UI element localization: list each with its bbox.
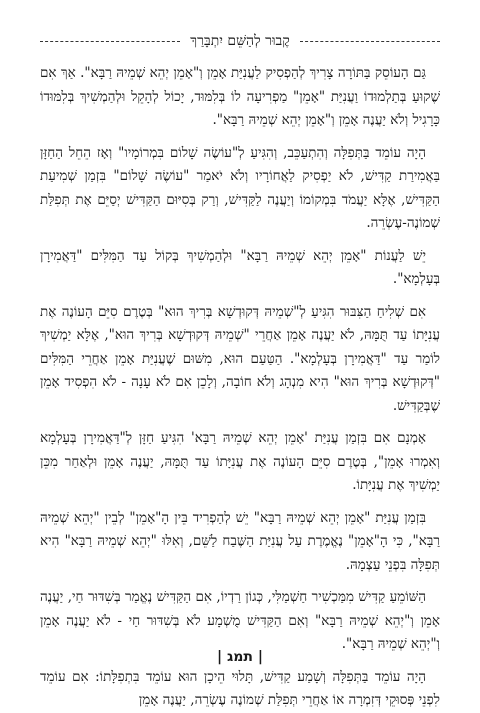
page-body: [40, 62, 440, 713]
header-title: קֶבוּר לְהַשֵּׁם יִתְבָּרַךְ: [190, 32, 290, 49]
paragraph: יֵשׁ לַעֲנוֹת "אָמֵן יְהֵא שְׁמֵיהּ רַבָּא" וּלְהַמְשִׁיךְ בְּקוֹל עַד הַמִּלִּים "דַּאֲמִירָן בְּעָלְמָא".: [40, 247, 440, 287]
paragraph: הַשּׁוֹמֵעַ קַדִּישׁ מִמַּכְשִׁיר חַשְׁמַלִּי, כְּגוֹן רַדְיוֹ, אִם הַקַּדִּישׁ נֶאֱמַר בְּשִׁדּוּר חַי, יַעֲנֶה אָמֵן וְ"יְהֵא שְׁמֵיהּ רַבָּא" וְאִם הַקַּדִּישׁ מֻשְׁמָע לֹא בְּשִׁדּוּר חַי - לֹא יַעֲנֶה אָמֵן וְ"יְהֵא שְׁמֵיהּ רַבָּא".: [40, 589, 440, 652]
header-rule-left: [40, 41, 180, 42]
paragraph: בִּזְמַן עֲנִיַּת "אָמֵן יְהֵא שְׁמֵיהּ רַבָּא" יֵשׁ לְהַפְרִיד בֵּין הָ"אָמֵן" לְבֵין "יְהֵא שְׁמֵיהּ רַבָּא", כִּי הָ"אָמֵן" נֶאֱמֶרֶת עַל עֲנִיַּת הַשֶּׁבַח לַשֵּׁם, וְאִלּוּ "יְהֵא שְׁמֵיהּ רַבָּא" הִיא תְּפִלָּה בִּפְנֵי עַצְמָהּ.: [40, 509, 440, 573]
paragraph: הָיָה עוֹמֵד בַּתְּפִלָּה וְשָׁמַע קַדִּישׁ, תָּלוּי הֵיכָן הוּא עוֹמֵד בִּתְפִלָּתוֹ: אִם עוֹמֵד לִפְנֵי פְּסוּקֵי דְּזִמְרָה אוֹ אַחֲרֵי תְּפִלַּת שְׁמוֹנֶה עֶשְׂרֵה, יַעֲנֶה אָמֵן: [40, 668, 440, 708]
paragraph: אָמְנָם אִם בִּזְמַן עֲנִיַּת 'אָמֵן יְהֵא שְׁמֵיהּ רַבָּא' הִגִּיעַ חַזָּן לְ"דַּאֲמִירָן בְּעָלְמָא וְאִמְרוּ אָמֵן", בְּטֶרֶם סִיֵּם הָעוֹנֶה אֶת עֲנִיָּתוֹ עַד תֻּמָּהּ, יַעֲנֶה אָמֵן וּלְאַחַר מִכֵּן יַמְשִׁיךְ אֶת עֲנִיָּתוֹ.: [40, 430, 440, 493]
page-number: | תמג |: [217, 649, 263, 665]
paragraph: הָיָה עוֹמֵד בַּתְּפִלָּה וְהִתְעַכֵּב, וְהִגִּיעַ לְ"עוֹשֶׂה שָׁלוֹם בִּמְרוֹמָיו" וְאָז הֵחֵל הַחַזָּן בַּאֲמִירַת קַדִּישׁ, לֹא יַפְסִיק לַאֲחוֹרָיו וְלֹא יֹאמַר "עוֹשֶׂה שָׁלוֹם" בִּזְמַן שְׁמִיעַת הַקַּדִּישׁ, אֶלָּא יַעֲמֹד בִּמְקוֹמוֹ וְיַעֲנֶה לַקַּדִּישׁ, וְרַק בְּסִיּוּם הַקַּדִּישׁ יְסַיֵּם אֶת תְּפִלַּת שְׁמוֹנֶה-עֶשְׂרֵה.: [40, 144, 440, 231]
paragraph: גַּם הָעוֹסֵק בַּתּוֹרָה צָרִיךְ לְהַפְסִיק לַעֲנִיַּת אָמֵן וְ"אָמֵן יְהֵא שְׁמֵיהּ רַבָּא". אַךְ אִם שֶׁקוּעַ בְּתַלְמוּדוֹ וַעֲנִיַּת "אָמֵן" מַפְרִיעָה לוֹ בְּלִמּוּד, יָכוֹל לְהָקֵל וּלְהַמְשִׁיךְ בְּלִמּוּדוֹ כָּרָגִיל וְלֹא יַעֲנֶה אָמֵן וְ"אָמֵן יְהֵא שְׁמֵיהּ רַבָּא".: [40, 65, 440, 128]
paragraph: אִם שְׁלִיחַ הַצִּבּוּר הִגִּיעַ לְ"שְׁמֵיהּ דְּקוּדְשָׁא בְּרִיךְ הוּא" בְּטֶרֶם סִיֵּם הָעוֹנֶה אֶת עֲנִיָּתוֹ עַד תֻּמָּהּ, לֹא יַעֲנֶה אָמֵן אַחֲרֵי "שְׁמֵיהּ דְּקוּדְשָׁא בְּרִיךְ הוּא", אֶלָּא יַמְשִׁיךְ לוֹמַר עַד "דַּאֲמִירָן בְּעָלְמָא". הַטַּעַם הוּא, מִשּׁוּם שֶׁעֲנִיַּת אָמֵן אַחֲרֵי הַמִּלִּים "דְּקוּדְשָׁא בְּרִיךְ הוּא" הִיא מִנְהָג וְלֹא חוֹבָה, וְלָכֵן אִם לֹא עָנָה - לֹא הִפְסִיד אָמֵן שֶׁבְּקַדִּישׁ.: [40, 303, 440, 414]
running-header: [40, 30, 440, 52]
header-rule-right: [300, 41, 440, 42]
